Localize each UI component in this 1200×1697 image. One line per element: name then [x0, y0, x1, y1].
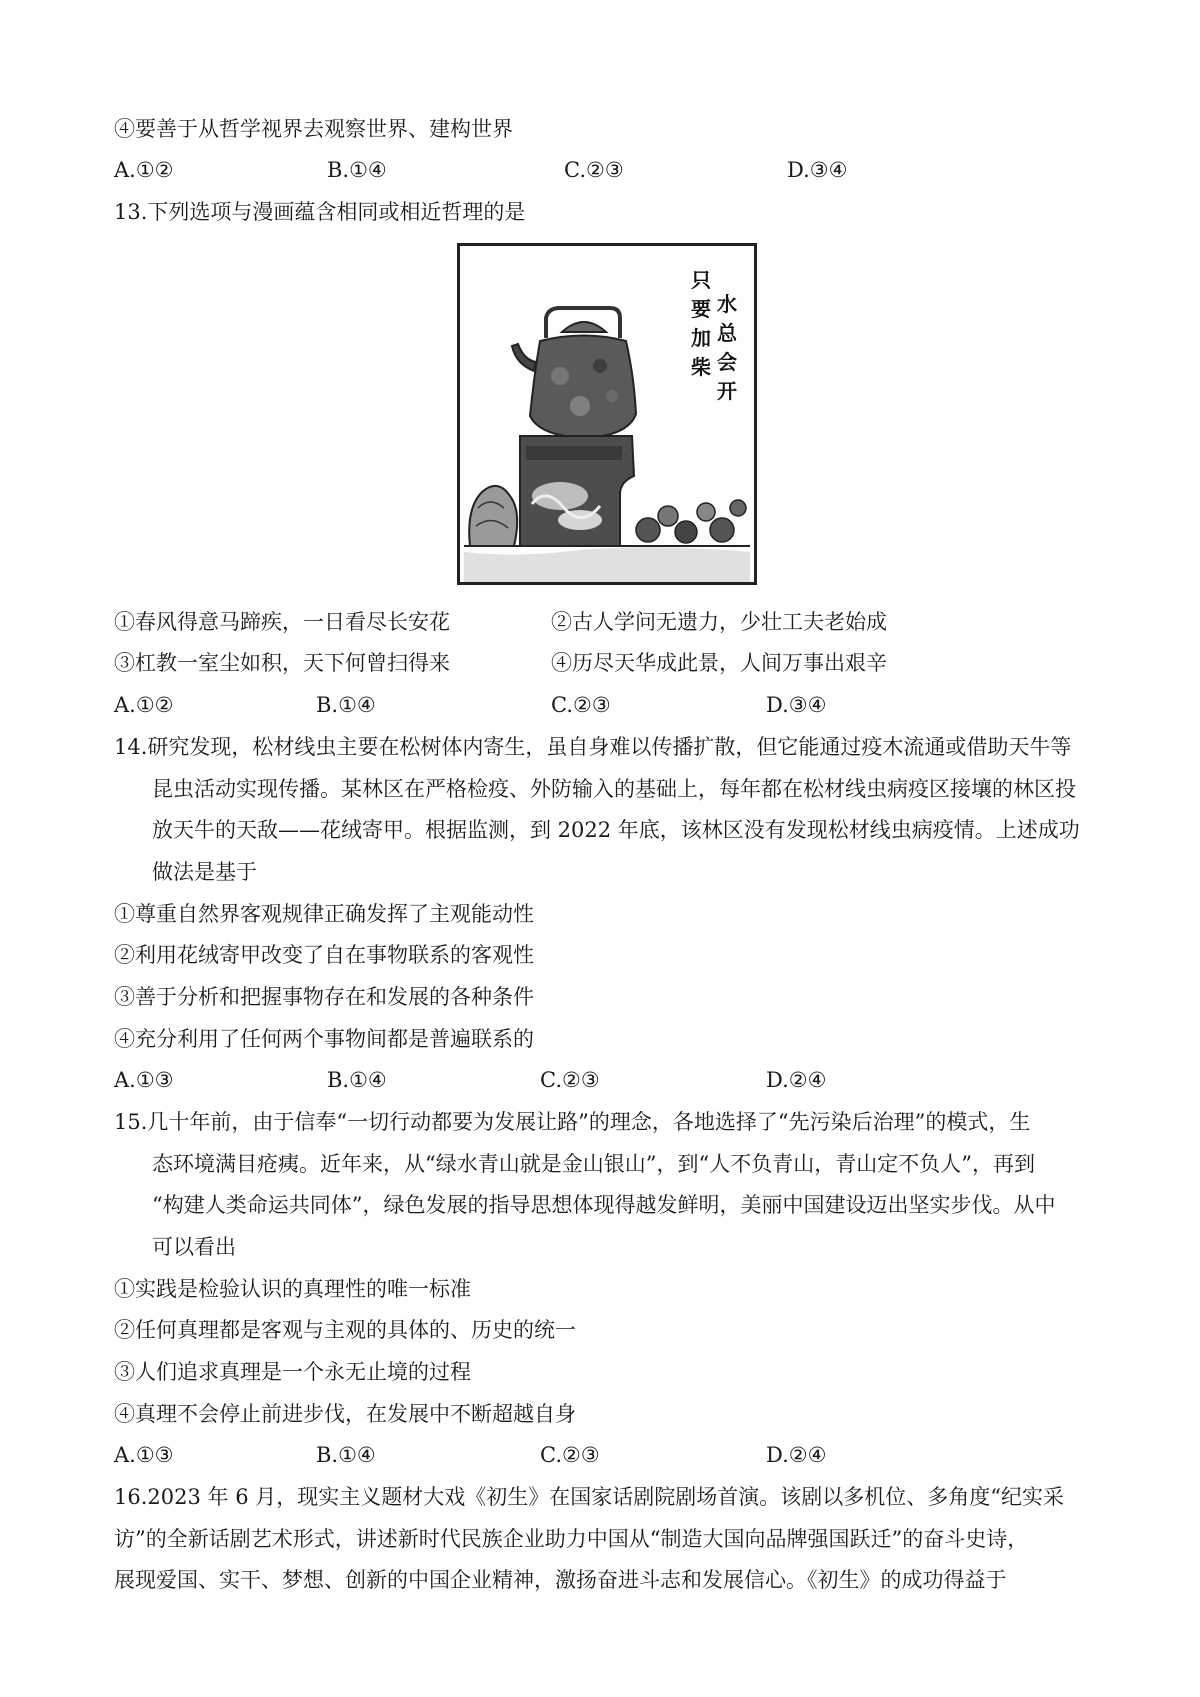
q12-statement-4: ④要善于从哲学视界去观察世界、建构世界	[114, 117, 513, 141]
q14-option-d: D.②④	[766, 1068, 827, 1092]
q14-stem-line-4: 做法是基于	[152, 860, 257, 884]
q14-stem-line-3: 放天牛的天敌——花绒寄甲。根据监测，到 2022 年底，该林区没有发现松材线虫病疫情。上述成功	[152, 818, 1080, 842]
q15-option-c: C.②③	[540, 1443, 600, 1467]
q13-option-b: B.①④	[316, 693, 376, 717]
q14-statement-2: ②利用花绒寄甲改变了自在事物联系的客观性	[114, 943, 534, 967]
q13-statement-2: ②古人学问无遗力，少壮工夫老始成	[551, 610, 887, 634]
q15-stem-line-1: 15.几十年前，由于信奉“一切行动都要为发展让路”的理念，各地选择了“先污染后治理”的模式，生	[114, 1110, 1031, 1134]
q15-option-b: B.①④	[316, 1443, 376, 1467]
q15-statement-1: ①实践是检验认识的真理性的唯一标准	[114, 1277, 471, 1301]
q13-cartoon	[457, 243, 757, 585]
q13-stem: 13.下列选项与漫画蕴含相同或相近哲理的是	[114, 200, 526, 224]
q13-statement-1: ①春风得意马蹄疾，一日看尽长安花	[114, 610, 450, 634]
q16-stem-line-3: 展现爱国、实干、梦想、创新的中国企业精神，激扬奋进斗志和发展信心。《初生》的成功得益于	[114, 1568, 1007, 1592]
cartoon-caption-col1: 只要加柴	[691, 268, 711, 379]
q14-option-b: B.①④	[327, 1068, 387, 1092]
cartoon-caption-col2: 水总会开	[717, 292, 737, 403]
q15-stem-line-2: 态环境满目疮痍。近年来，从“绿水青山就是金山银山”，到“人不负青山，青山定不负人”，再到	[152, 1152, 1035, 1176]
q12-option-d: D.③④	[787, 158, 848, 182]
q14-option-a: A.①③	[114, 1068, 174, 1092]
q12-option-c: C.②③	[564, 158, 624, 182]
q15-stem-line-4: 可以看出	[152, 1235, 236, 1259]
q15-stem-line-3: “构建人类命运共同体”，绿色发展的指导思想体现得越发鲜明，美丽中国建设迈出坚实步伐。从中	[152, 1193, 1056, 1217]
q13-option-c: C.②③	[551, 693, 611, 717]
q15-statement-2: ②任何真理都是客观与主观的具体的、历史的统一	[114, 1318, 576, 1342]
q15-option-a: A.①③	[114, 1443, 174, 1467]
q15-statement-3: ③人们追求真理是一个永无止境的过程	[114, 1360, 471, 1384]
q16-stem-line-2: 访”的全新话剧艺术形式，讲述新时代民族企业助力中国从“制造大国向品牌强国跃迁”的奋斗史诗，	[114, 1527, 1029, 1551]
q13-option-d: D.③④	[766, 693, 827, 717]
q12-option-b: B.①④	[327, 158, 387, 182]
q14-stem-line-2: 昆虫活动实现传播。某林区在严格检疫、外防输入的基础上，每年都在松材线虫病疫区接壤的林区投	[152, 777, 1076, 801]
q13-option-a: A.①②	[114, 693, 174, 717]
q14-stem-line-1: 14.研究发现，松材线虫主要在松树体内寄生，虽自身难以传播扩散，但它能通过疫木流通或借助天牛等	[114, 735, 1072, 759]
q13-statement-4: ④历尽天华成此景，人间万事出艰辛	[551, 651, 887, 675]
q14-option-c: C.②③	[540, 1068, 600, 1092]
q13-statement-3: ③杠教一室尘如积，天下何曾扫得来	[114, 651, 450, 675]
q15-statement-4: ④真理不会停止前进步伐，在发展中不断超越自身	[114, 1402, 576, 1426]
q12-option-a: A.①②	[114, 158, 174, 182]
q14-statement-1: ①尊重自然界客观规律正确发挥了主观能动性	[114, 902, 534, 926]
q14-statement-3: ③善于分析和把握事物存在和发展的各种条件	[114, 985, 534, 1009]
q14-statement-4: ④充分利用了任何两个事物间都是普遍联系的	[114, 1027, 534, 1051]
q16-stem-line-1: 16.2023 年 6 月，现实主义题材大戏《初生》在国家话剧院剧场首演。该剧以多机位、多角度“纪实采	[114, 1485, 1064, 1509]
q15-option-d: D.②④	[766, 1443, 827, 1467]
